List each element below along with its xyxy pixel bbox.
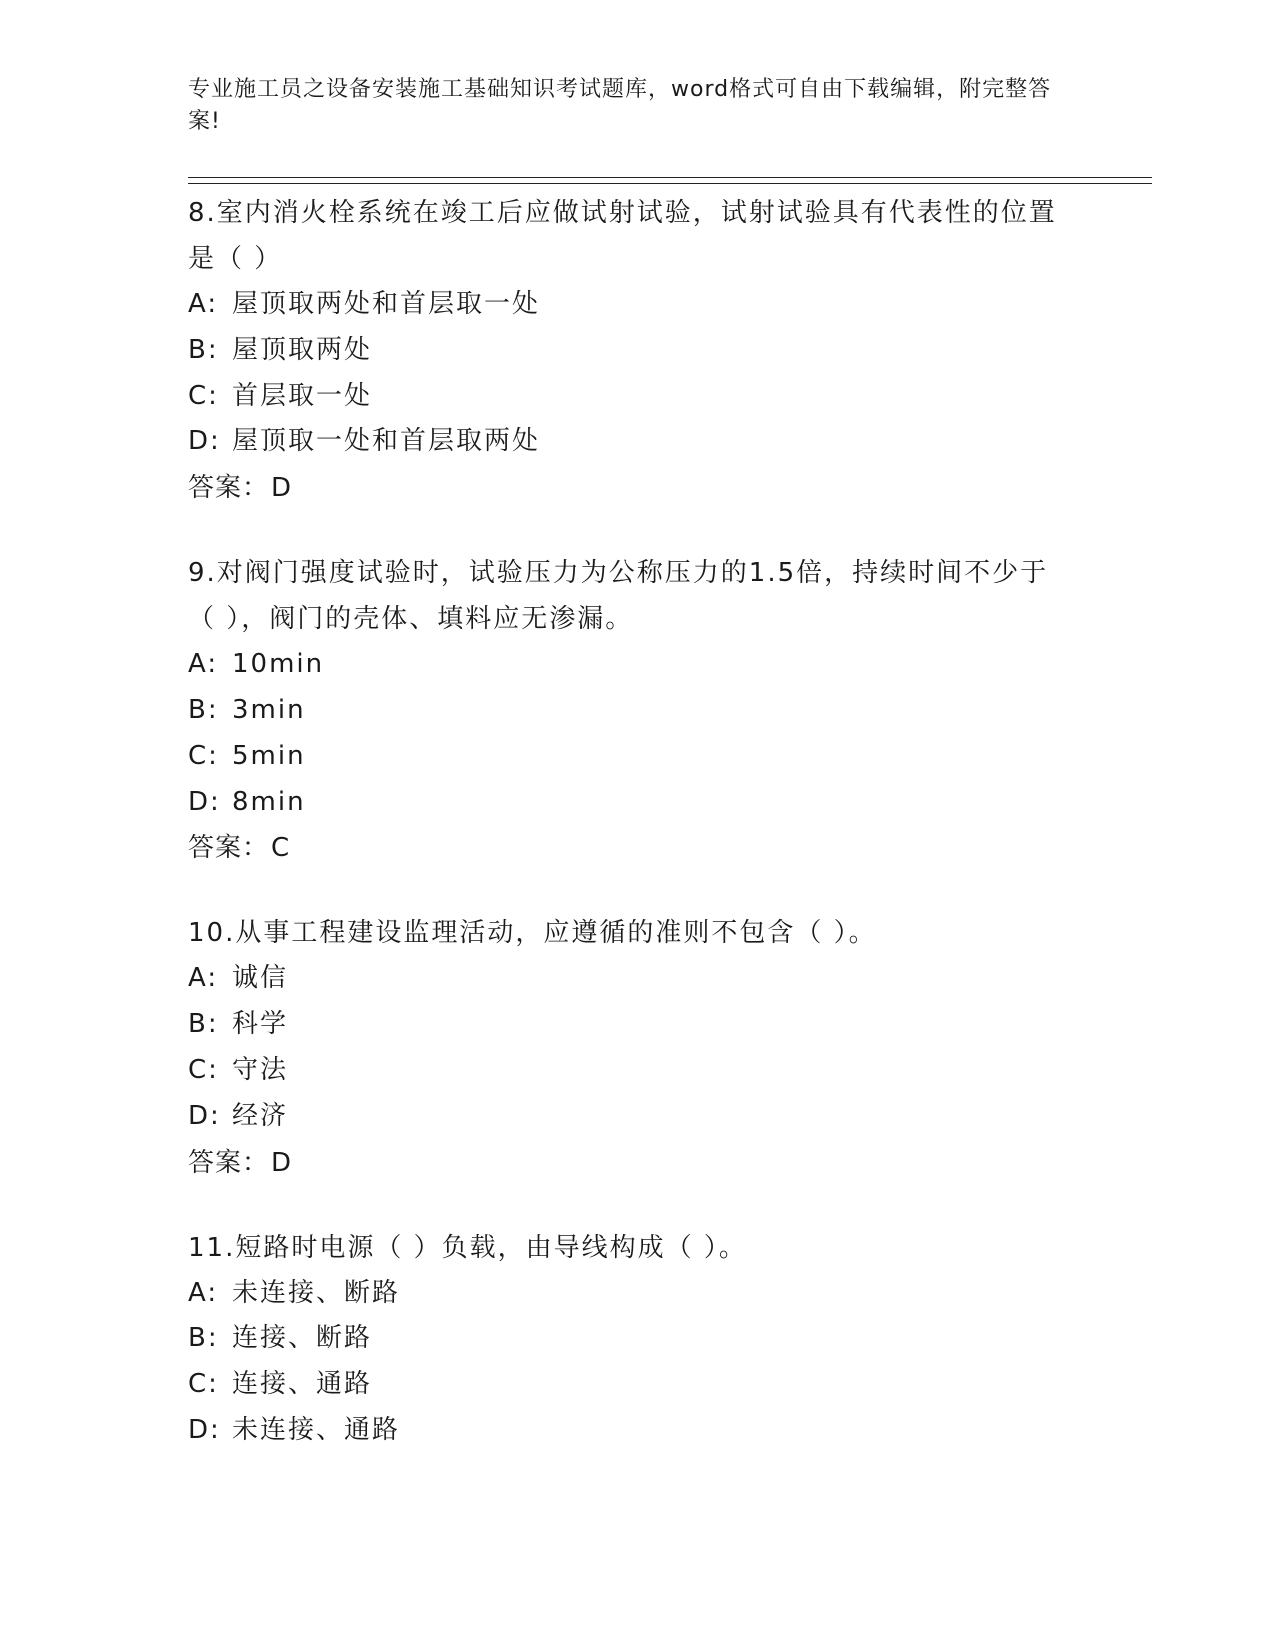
- option-text: 未连接、通路: [232, 1414, 401, 1445]
- option-letter: A:: [188, 649, 219, 680]
- option-letter: D:: [188, 426, 221, 457]
- option-text: 诚信: [232, 963, 289, 994]
- option-letter: A:: [188, 1277, 219, 1308]
- option-a: [188, 956, 1088, 1002]
- answer-line: [188, 1140, 1088, 1186]
- option-b: [188, 1316, 1088, 1362]
- answer-line: [188, 465, 1088, 511]
- option-letter: B:: [188, 334, 219, 365]
- option-text: 屋顶取两处和首层取一处: [232, 289, 541, 319]
- header-divider-bottom: [188, 183, 1152, 184]
- answer-value: D: [271, 473, 293, 504]
- option-c: [188, 374, 1088, 420]
- option-d: [188, 419, 1088, 465]
- answer-label: 答案：: [188, 473, 270, 504]
- answer-label: 答案：: [188, 1147, 270, 1178]
- question-8: [188, 190, 1088, 511]
- option-text: 经济: [232, 1100, 289, 1131]
- option-c: [188, 734, 1088, 780]
- option-text: 未连接、断路: [232, 1277, 401, 1308]
- option-letter: A:: [188, 289, 219, 319]
- option-d: [188, 1094, 1088, 1140]
- option-text: 10min: [232, 649, 325, 680]
- option-letter: D:: [188, 1414, 221, 1445]
- answer-value: D: [271, 1147, 293, 1178]
- question-text: 11.短路时电源（ ）负载，由导线构成（ ）。: [188, 1232, 747, 1263]
- question-text: 8.室内消火栓系统在竣工后应做试射试验，试射试验具有代表性的位置是（ ）: [188, 198, 1057, 274]
- option-text: 科学: [232, 1009, 289, 1040]
- option-text: 连接、断路: [232, 1323, 373, 1354]
- question-11: [188, 1225, 1088, 1454]
- question-10: [188, 910, 1088, 1185]
- option-d: [188, 780, 1088, 826]
- document-header: 专业施工员之设备安装施工基础知识考试题库，word格式可自由下载编辑，附完整答案!: [188, 77, 1052, 134]
- option-text: 5min: [232, 740, 306, 771]
- option-letter: A:: [188, 963, 219, 994]
- answer-value: C: [271, 833, 291, 864]
- option-letter: C:: [188, 380, 219, 411]
- option-text: 3min: [232, 694, 306, 725]
- option-d: [188, 1408, 1088, 1454]
- option-a: [188, 282, 1088, 328]
- answer-label: 答案：: [188, 833, 270, 864]
- option-letter: C:: [188, 1054, 219, 1085]
- option-letter: B:: [188, 694, 219, 725]
- option-c: [188, 1048, 1088, 1094]
- question-text: 10.从事工程建设监理活动，应遵循的准则不包含（ ）。: [188, 918, 877, 949]
- question-9: [188, 550, 1088, 871]
- question-list: [188, 190, 1088, 1493]
- answer-line: [188, 825, 1088, 871]
- option-text: 首层取一处: [232, 380, 373, 411]
- option-b: [188, 688, 1088, 734]
- option-a: [188, 642, 1088, 688]
- option-letter: C:: [188, 1369, 219, 1400]
- question-text: 9.对阀门强度试验时，试验压力为公称压力的1.5倍，持续时间不少于（ ），阀门的壳体、填料应无渗漏。: [188, 558, 1049, 635]
- option-text: 屋顶取一处和首层取两处: [232, 426, 541, 457]
- option-b: [188, 328, 1088, 374]
- option-text: 守法: [232, 1054, 289, 1085]
- option-letter: D:: [188, 1100, 221, 1131]
- header-divider-top: [188, 177, 1152, 178]
- option-text: 连接、通路: [232, 1369, 373, 1400]
- option-text: 屋顶取两处: [232, 334, 373, 365]
- option-c: [188, 1362, 1088, 1408]
- option-b: [188, 1002, 1088, 1048]
- option-letter: B:: [188, 1323, 219, 1354]
- option-letter: D:: [188, 786, 221, 817]
- option-letter: C:: [188, 740, 219, 771]
- option-text: 8min: [232, 786, 306, 817]
- option-a: [188, 1271, 1088, 1317]
- option-letter: B:: [188, 1009, 219, 1040]
